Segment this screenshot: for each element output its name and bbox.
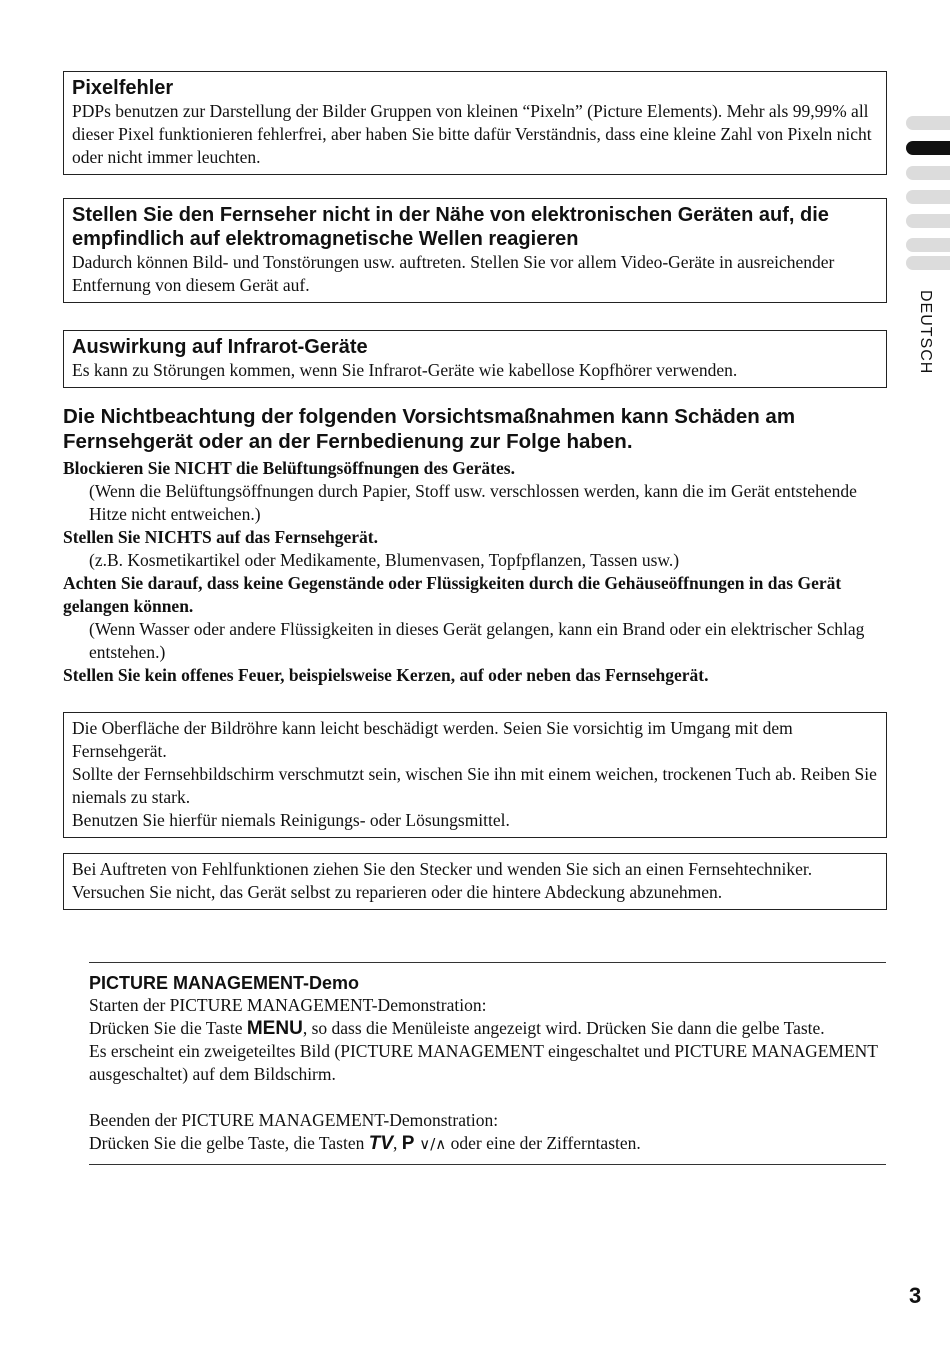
demo-start-text-a: Drücken Sie die Taste	[89, 1018, 247, 1038]
demo-end-label: Beenden der PICTURE MANAGEMENT-Demonstration:	[89, 1110, 499, 1130]
demo-start-instruction	[89, 1017, 886, 1040]
malfunction-box	[63, 853, 887, 910]
spacer	[89, 1086, 886, 1109]
caution-item-ventilation: Blockieren Sie NICHT die Belüftungsöffnungen des Gerätes.	[63, 458, 515, 478]
demo-end-text-a: Drücken Sie die gelbe Taste, die Tasten	[89, 1133, 369, 1153]
picture-management-demo	[89, 962, 886, 1165]
demo-end-text-b: oder eine der Zifferntasten.	[446, 1133, 641, 1153]
screen-surface-box	[63, 712, 887, 838]
caution-item-open-fire: Stellen Sie kein offenes Feuer, beispielsweise Kerzen, auf oder neben das Fernsehgerät.	[63, 665, 709, 685]
language-tab-1	[906, 116, 950, 130]
pixel-defects-text: PDPs benutzen zur Darstellung der Bilder Gruppen von kleinen “Pixeln” (Picture Elements). Mehr als 99,99% all dieser Pixel funktionieren fehlerfrei, aber haben Sie bitte dafür Verständnis, dass eine kleine Zahl von Pixeln nicht oder nicht immer leuchten.	[72, 101, 872, 167]
infrared-title: Auswirkung auf Infrarot-Geräte	[72, 336, 368, 358]
comma: ,	[393, 1133, 402, 1153]
caution-note-ventilation: (Wenn die Belüftungsöffnungen durch Papier, Stoff usw. verschlossen werden, kann die im Gerät entstehende Hitze nicht entweichen.)	[89, 481, 857, 524]
surface-line-2: Sollte der Fernsehbildschirm verschmutzt sein, wischen Sie ihn mit einem weichen, trockenen Tuch ab. Reiben Sie niemals zu stark.	[72, 764, 877, 807]
menu-key: MENU	[246, 1018, 303, 1039]
caution-note-nothing-on-top: (z.B. Kosmetikartikel oder Medikamente, Blumenvasen, Topfpflanzen, Tassen usw.)	[89, 550, 680, 570]
caution-heading: Die Nichtbeachtung der folgenden Vorsichtsmaßnahmen kann Schäden am Fernsehgerät oder an der Fernbedienung zur Folge haben.	[63, 405, 796, 453]
demo-start-label: Starten der PICTURE MANAGEMENT-Demonstration:	[89, 995, 487, 1015]
infrared-text: Es kann zu Störungen kommen, wenn Sie Infrarot-Geräte wie kabellose Kopfhörer verwenden.	[72, 360, 738, 380]
caution-item-nothing-on-top: Stellen Sie NICHTS auf das Fernsehgerät.	[63, 527, 378, 547]
side-language-label: DEUTSCH	[917, 290, 934, 375]
electronic-devices-title: Stellen Sie den Fernseher nicht in der Nähe von elektronischen Geräten auf, die empfindlich auf elektromagnetische Wellen reagieren	[72, 204, 829, 250]
infrared-box	[63, 330, 887, 388]
language-tab-2-active	[906, 141, 950, 155]
tv-key: TV	[368, 1133, 394, 1154]
caution-item-liquids: Achten Sie darauf, dass keine Gegenstände oder Flüssigkeiten durch die Gehäuseöffnungen in das Gerät gelangen können.	[63, 573, 842, 616]
pixel-defects-title: Pixelfehler	[72, 77, 174, 99]
caution-note-liquids: (Wenn Wasser oder andere Flüssigkeiten in dieses Gerät gelangen, kann ein Brand oder ein elektrischer Schlag entstehen.)	[89, 619, 865, 662]
language-tab-3	[906, 166, 950, 180]
language-tab-5	[906, 214, 950, 228]
electronic-devices-box	[63, 198, 887, 303]
surface-line-3: Benutzen Sie hierfür niemals Reinigungs- oder Lösungsmittel.	[72, 810, 510, 830]
pixel-defects-box	[63, 71, 887, 175]
language-tab-4	[906, 190, 950, 204]
channel-arrows: ∨/∧	[414, 1135, 447, 1153]
demo-end-instruction	[89, 1132, 886, 1156]
caution-section	[63, 405, 887, 687]
demo-title: PICTURE MANAGEMENT-Demo	[89, 973, 360, 993]
language-tab-7	[906, 256, 950, 270]
p-key: P	[401, 1133, 415, 1154]
demo-start-result: Es erscheint ein zweigeteiltes Bild (PICTURE MANAGEMENT eingeschaltet und PICTURE MANAGEMENT ausgeschaltet) auf dem Bildschirm.	[89, 1041, 878, 1084]
malfunction-text: Bei Auftreten von Fehlfunktionen ziehen Sie den Stecker und wenden Sie sich an einen Fernsehtechniker. Versuchen Sie nicht, das Gerät selbst zu reparieren oder die hintere Abdeckung abzunehmen.	[72, 859, 813, 902]
electronic-devices-text: Dadurch können Bild- und Tonstörungen usw. auftreten. Stellen Sie vor allem Video-Geräte in ausreichender Entfernung von diesem Gerät auf.	[72, 252, 835, 295]
demo-start-text-b: , so dass die Menüleiste angezeigt wird. Drücken Sie dann die gelbe Taste.	[302, 1018, 825, 1038]
page-number: 3	[909, 1283, 922, 1308]
surface-line-1: Die Oberfläche der Bildröhre kann leicht beschädigt werden. Seien Sie vorsichtig im Umgang mit dem Fernsehgerät.	[72, 718, 793, 761]
language-tab-6	[906, 238, 950, 252]
